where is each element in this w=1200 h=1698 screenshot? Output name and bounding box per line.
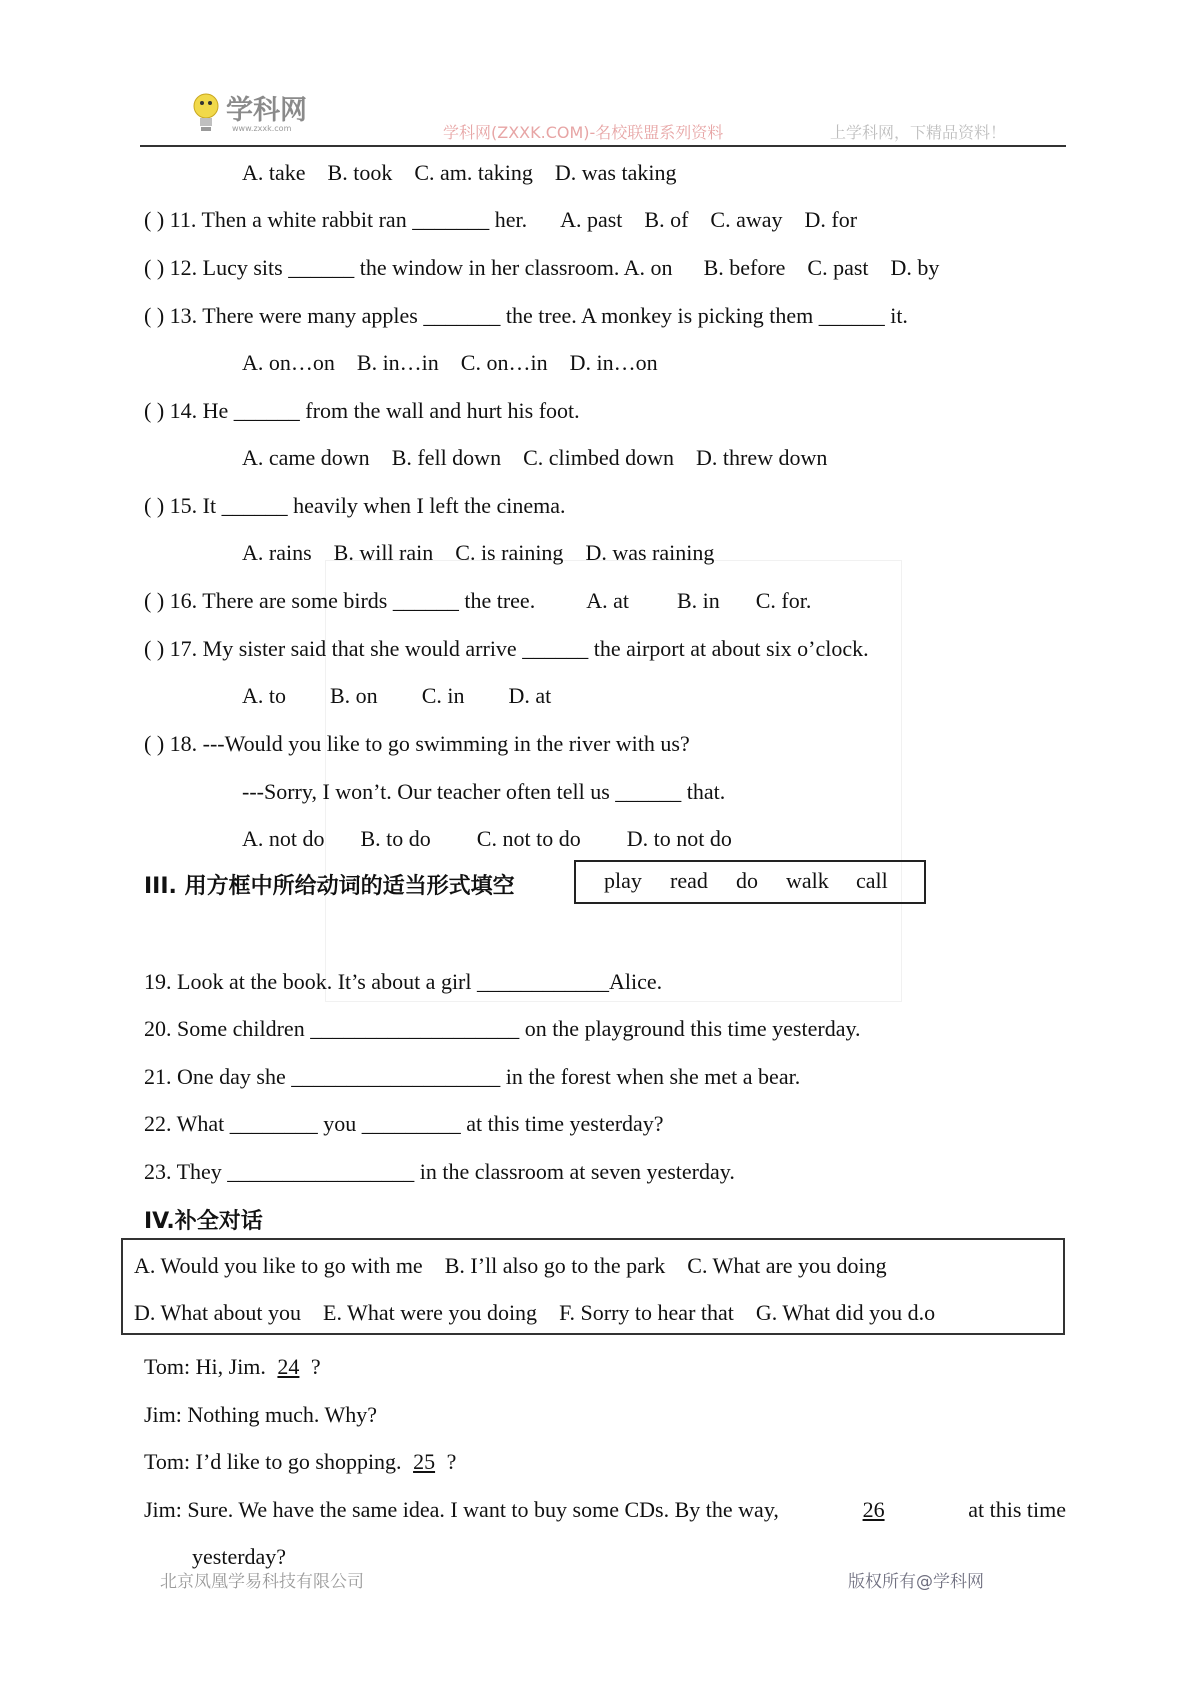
question-18: ( ) 18. ---Would you like to go swimming in the river with us? xyxy=(144,731,690,756)
option: C. not to do xyxy=(476,826,581,851)
dialogue-text: Tom: Hi, Jim. xyxy=(144,1354,272,1379)
option: D. at xyxy=(508,683,552,708)
q10-options xyxy=(242,158,698,188)
question-15: ( ) 15. It ______ heavily when I left the cinema. xyxy=(144,493,566,518)
option: D. threw down xyxy=(696,445,828,470)
dialogue-option: E. What were you doing xyxy=(323,1300,538,1325)
fill-item-22: 22. What ________ you _________ at this time yesterday? xyxy=(144,1111,664,1136)
dialogue-option: F. Sorry to hear that xyxy=(559,1300,734,1325)
option: D. was taking xyxy=(554,160,677,185)
q17-options xyxy=(242,681,573,711)
option: B. fell down xyxy=(391,445,502,470)
dialogue-text: ? xyxy=(441,1449,457,1474)
dialogue-text: at this time xyxy=(968,1497,1066,1522)
option: C. on…in xyxy=(460,350,548,375)
dialogue-option: C. What are you doing xyxy=(687,1253,887,1278)
option: D. for xyxy=(804,207,858,232)
option: C. in xyxy=(421,683,465,708)
header-rule xyxy=(140,145,1066,147)
option: B. in…in xyxy=(356,350,439,375)
option: C. am. taking xyxy=(414,160,533,185)
dialogue-option: G. What did you d.o xyxy=(755,1300,936,1325)
option: A. past xyxy=(560,207,623,232)
question-17: ( ) 17. My sister said that she would arrive ______ the airport at about six o’clock. xyxy=(144,636,869,661)
question-16 xyxy=(144,586,833,616)
question-11 xyxy=(144,205,879,235)
verb-word: walk xyxy=(786,868,829,893)
header-right-text: 上学科网，下精品资料！ xyxy=(830,123,1007,142)
blank-number: 26 xyxy=(862,1497,885,1522)
verb-word: do xyxy=(736,868,758,893)
dialogue-options-box xyxy=(121,1238,1065,1335)
option: C. climbed down xyxy=(523,445,675,470)
option: C. is raining xyxy=(455,540,564,565)
dialogue-line-2: Jim: Nothing much. Why? xyxy=(144,1402,378,1427)
header-center-text: 学科网(ZXXK.COM)-名校联盟系列资料 xyxy=(443,123,724,142)
dialogue-option: B. I’ll also go to the park xyxy=(444,1253,666,1278)
dialogue-option: A. Would you like to go with me xyxy=(134,1253,423,1278)
fill-item-21: 21. One day she ___________________ in the forest when she met a bear. xyxy=(144,1064,801,1089)
question-12 xyxy=(144,253,961,283)
blank-number: 25 xyxy=(413,1449,436,1474)
question-18-reply: ---Sorry, I won’t. Our teacher often tell us ______ that. xyxy=(242,779,726,804)
option: A. rains xyxy=(242,540,312,565)
fill-item-23: 23. They _________________ in the classroom at seven yesterday. xyxy=(144,1159,735,1184)
question-text: ( ) 12. Lucy sits ______ the window in her classroom. A. on xyxy=(144,255,673,280)
q14-options xyxy=(242,443,849,473)
option: B. to do xyxy=(360,826,431,851)
option: C. past xyxy=(807,255,869,280)
dialogue-option: D. What about you xyxy=(134,1300,302,1325)
footer-company: 北京凤凰学易科技有限公司 xyxy=(160,1572,364,1592)
option: C. away xyxy=(710,207,783,232)
options-row-2 xyxy=(134,1298,957,1328)
option: B. in xyxy=(676,588,720,613)
option: B. took xyxy=(327,160,393,185)
fill-item-19: 19. Look at the book. It’s about a girl ____________Alice. xyxy=(144,969,663,994)
verb-word: play xyxy=(604,868,642,893)
option: B. on xyxy=(330,683,378,708)
dialogue-line-5: yesterday? xyxy=(192,1544,287,1569)
option: B. of xyxy=(644,207,689,232)
dialogue-line-4 xyxy=(144,1495,1066,1525)
options-row-1 xyxy=(134,1251,909,1281)
q13-options xyxy=(242,348,680,378)
verb-word: read xyxy=(670,868,708,893)
logo-text: 学科网 xyxy=(226,95,307,126)
question-text: ( ) 11. Then a white rabbit ran _______ her. xyxy=(144,207,528,232)
option: A. came down xyxy=(242,445,370,470)
verb-word: call xyxy=(856,868,888,893)
option: D. to not do xyxy=(626,826,732,851)
option: D. in…on xyxy=(569,350,658,375)
fill-item-20: 20. Some children ___________________ on the playground this time yesterday. xyxy=(144,1016,861,1041)
option: A. not do xyxy=(242,826,325,851)
option: D. was raining xyxy=(585,540,715,565)
logo-url: www.zxxk.com xyxy=(232,124,292,133)
dialogue-text: ? xyxy=(305,1354,321,1379)
section-3-title: III. 用方框中所给动词的适当形式填空 xyxy=(144,874,515,899)
dialogue-line-1 xyxy=(144,1352,321,1382)
question-14: ( ) 14. He ______ from the wall and hurt his foot. xyxy=(144,398,580,423)
dialogue-line-3 xyxy=(144,1447,456,1477)
dialogue-text: Jim: Sure. We have the same idea. I want to buy some CDs. By the way, xyxy=(144,1497,779,1522)
option: B. before xyxy=(703,255,786,280)
dialogue-text: Tom: I’d like to go shopping. xyxy=(144,1449,408,1474)
section-4-title: IV.补全对话 xyxy=(144,1209,263,1234)
verb-box xyxy=(574,860,926,904)
option: C. for. xyxy=(755,588,812,613)
option: A. at xyxy=(586,588,629,613)
footer-copyright: 版权所有@学科网 xyxy=(848,1572,984,1592)
option: B. will rain xyxy=(333,540,434,565)
option: A. to xyxy=(242,683,286,708)
q18-options xyxy=(242,824,754,854)
lightbulb-icon xyxy=(188,90,224,138)
option: A. take xyxy=(242,160,306,185)
option: A. on…on xyxy=(242,350,335,375)
q15-options xyxy=(242,538,736,568)
option: D. by xyxy=(890,255,940,280)
question-13: ( ) 13. There were many apples _______ the tree. A monkey is picking them ______ it. xyxy=(144,303,908,328)
blank-number: 24 xyxy=(277,1354,300,1379)
question-text: ( ) 16. There are some birds ______ the tree. xyxy=(144,588,536,613)
